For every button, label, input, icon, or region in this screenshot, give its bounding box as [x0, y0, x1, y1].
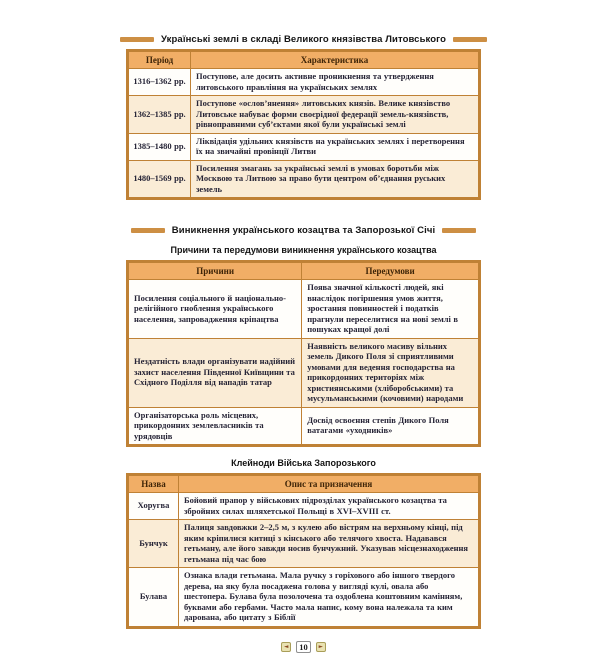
next-arrow-icon: ► — [318, 643, 323, 650]
period-cell: 1362–1385 рр. — [129, 96, 191, 134]
column-header-period: Період — [129, 52, 191, 69]
pager — [126, 641, 481, 653]
description-cell: Посилення змагань за українські землі в умовах боротьби між Москвою та Литвою за право бути центром об’єднання руських земель — [191, 160, 479, 198]
table-row — [129, 568, 479, 627]
description-cell: Палиця завдовжки 2–2,5 м, з кулею або вістрям на верхньому кінці, під яким кріпилися китиці з кінського або телячого хвоста. Надавався гетьману, але його завжди носив бунчужний. Указував місцезнаходження гетьмана під час бою — [179, 520, 479, 568]
name-cell: Бунчук — [129, 520, 179, 568]
title-dash-left — [120, 37, 154, 42]
kleinody-table — [126, 473, 481, 629]
title-dash-left — [131, 228, 165, 233]
description-cell: Ліквідація удільних князівств на українських землях і перетворення їх на звичайні провінції Литви — [191, 133, 479, 160]
precondition-cell: Наявність великого масиву вільних земель Дикого Поля зі сприятливими умовами для ведення господарства на прикордонних територіях між християнськими (хліборобськими) та мусульманськими (кочовими) народами — [302, 338, 479, 407]
table-row — [129, 69, 479, 96]
causes-table — [126, 260, 481, 447]
table-row — [129, 520, 479, 568]
table-row — [129, 280, 479, 339]
subtitle-kleinody: Клейноди Війська Запорозького — [231, 458, 376, 468]
table-row — [129, 493, 479, 520]
description-cell: Бойовий прапор у військових підрозділах українського козацтва та збройних силах шляхетської Польщі в XVI–XVIII ст. — [179, 493, 479, 520]
next-page-button[interactable] — [316, 642, 326, 652]
table-row — [129, 96, 479, 134]
table-row — [129, 338, 479, 407]
period-cell: 1385–1480 рр. — [129, 133, 191, 160]
period-cell: 1316–1362 рр. — [129, 69, 191, 96]
prev-page-button[interactable] — [281, 642, 291, 652]
table-row — [129, 407, 479, 445]
column-header-preconditions: Передумови — [302, 263, 479, 280]
page-number-badge: 10 — [296, 641, 311, 653]
column-header-characteristic: Характеристика — [191, 52, 479, 69]
description-cell: Поступове, але досить активне проникнення та утвердження литовського правління на українських землях — [191, 69, 479, 96]
cause-cell: Організаторська роль місцевих, прикордонних землевласників та урядовців — [129, 407, 302, 445]
precondition-cell: Досвід освоєння степів Дикого Поля ватагами «уходників» — [302, 407, 479, 445]
title-dash-right — [442, 228, 476, 233]
section-title-text: Українські землі в складі Великого князівства Литовського — [161, 34, 446, 45]
table-header-row — [129, 263, 479, 280]
cause-cell: Посилення соціального й національно-релігійного гноблення українського населення, запровадження кріпацтва — [129, 280, 302, 339]
subtitle-causes: Причини та передумови виникнення українського козацтва — [170, 245, 437, 255]
cause-cell: Нездатність влади організувати надійний захист населення Південної Київщини та Східного Поділля від нападів татар — [129, 338, 302, 407]
precondition-cell: Поява значної кількості людей, які внаслідок погіршення умов життя, зростання повинностей і податків прагнули переселитися на нові землі в пошуках кращої долі — [302, 280, 479, 339]
lithuania-periods-table — [126, 49, 481, 200]
column-header-name: Назва — [129, 476, 179, 493]
name-cell: Булава — [129, 568, 179, 627]
period-cell: 1480–1569 рр. — [129, 160, 191, 198]
title-dash-right — [453, 37, 487, 42]
column-header-description: Опис та призначення — [179, 476, 479, 493]
section-title-lithuania — [126, 34, 481, 45]
section-title-cossacks — [126, 225, 481, 236]
section-title-text: Виникнення українського козацтва та Запорозької Січі — [171, 225, 436, 236]
table-header-row — [129, 476, 479, 493]
description-cell: Поступове «ослов’янення» литовських князів. Велике князівство Литовське набуває форми своєрідної федерації земель-князівств, рівноправними суб’єктами якої були українські землі — [191, 96, 479, 134]
description-cell: Ознака влади гетьмана. Мала ручку з горіхового або іншого твердого дерева, на яку була посаджена голова у вигляді кулі, овала або шестопера. Булава була позолочена та оздоблена коштовним камінням, буквами або гербами. Часто мала напис, кому вона належала та ким дарована, або цитату з Біблії — [179, 568, 479, 627]
column-header-causes: Причини — [129, 263, 302, 280]
table-row — [129, 133, 479, 160]
name-cell: Хоругва — [129, 493, 179, 520]
table-header-row — [129, 52, 479, 69]
table-row — [129, 160, 479, 198]
page-content — [126, 0, 481, 653]
prev-arrow-icon: ◄ — [284, 643, 289, 650]
